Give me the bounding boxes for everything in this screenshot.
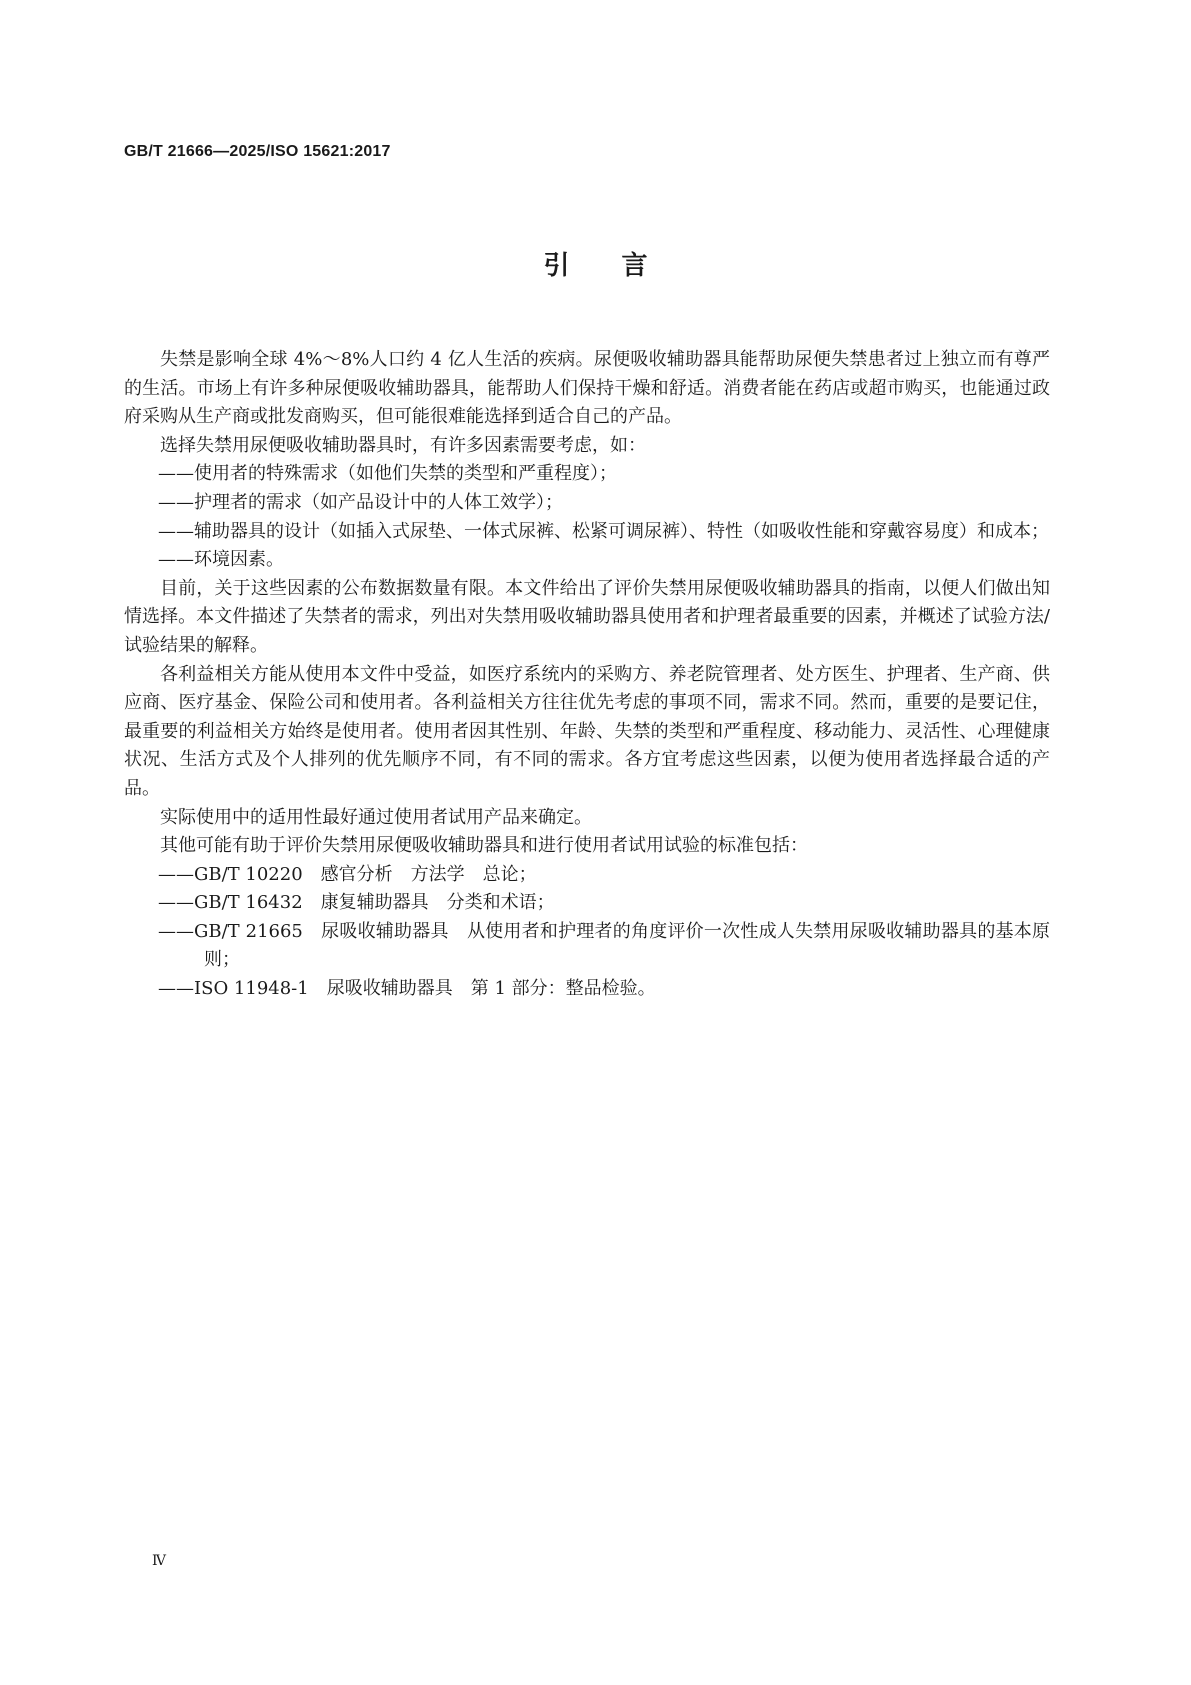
paragraph-stakeholders: 各利益相关方能从使用本文件中受益，如医疗系统内的采购方、养老院管理者、处方医生、护理者、生产商、供应商、医疗基金、保险公司和使用者。各利益相关方往往优先考虑的事项不同，需求不同。然而，重要的是要记住，最重要的利益相关方始终是使用者。使用者因其性别、年龄、失禁的类型和严重程度、移动能力、灵活性、心理健康状况、生活方式及个人排列的优先顺序不同，有不同的需求。各方宜考虑这些因素，以便为使用者选择最合适的产品。 — [124, 663, 1050, 799]
standard-title: 感官分析 — [320, 863, 393, 885]
list-item-standard — [124, 861, 1050, 890]
page-title — [0, 245, 1191, 282]
list-item-standard — [124, 918, 1050, 975]
standard-code: ——ISO 11948-1 — [158, 978, 309, 1000]
title-part-2: 言 — [621, 251, 648, 281]
list-item-factor: ——护理者的需求（如产品设计中的人体工效学）； — [158, 491, 563, 513]
standard-title: 尿吸收辅助器具 — [320, 920, 449, 942]
list-item-standard — [124, 975, 1050, 1004]
list-item-factor: ——环境因素。 — [158, 549, 284, 571]
standard-code: ——GB/T 21665 — [158, 920, 303, 942]
standard-subtitle: 方法学 — [410, 863, 465, 885]
paragraph-other-standards: 其他可能有助于评价失禁用尿便吸收辅助器具和进行使用者试用试验的标准包括： — [160, 835, 808, 857]
paragraph-factors-lead: 选择失禁用尿便吸收辅助器具时，有许多因素需要考虑，如： — [160, 434, 646, 456]
standard-subtitle-2: 总论； — [482, 863, 537, 885]
list-item-factor: ——辅助器具的设计（如插入式尿垫、一体式尿裤、松紧可调尿裤）、特性（如吸收性能和穿戴容易度）和成本； — [158, 520, 1049, 542]
list-item-standard — [124, 889, 1050, 918]
standard-subtitle: 第 1 部分：整品检验。 — [470, 978, 656, 1000]
page-number: Ⅳ — [152, 1553, 166, 1569]
standard-code-header: GB/T 21666—2025/ISO 15621:2017 — [124, 143, 391, 160]
standard-subtitle: 分类和术语； — [446, 892, 555, 914]
standard-title: 尿吸收辅助器具 — [326, 978, 453, 1000]
document-body — [124, 346, 1050, 1004]
standard-code: ——GB/T 10220 — [158, 863, 303, 885]
title-part-1: 引 — [543, 251, 570, 281]
paragraph-intro: 失禁是影响全球 4%～8%人口约 4 亿人生活的疾病。尿便吸收辅助器具能帮助尿便失禁患者过上独立而有尊严的生活。市场上有许多种尿便吸收辅助器具，能帮助人们保持干燥和舒适。消费者能在药店或超市购买，也能通过政府采购从生产商或批发商购买，但可能很难能选择到适合自己的产品。 — [124, 349, 1050, 428]
standard-subtitle: 从使用者和护理者的角度评价一次性成人失禁用尿吸收辅助器具的基本原则； — [204, 920, 1050, 971]
paragraph-suitability: 实际使用中的适用性最好通过使用者试用产品来确定。 — [160, 806, 592, 828]
paragraph-current-data: 目前，关于这些因素的公布数据数量有限。本文件给出了评价失禁用尿便吸收辅助器具的指南，以便人们做出知情选择。本文件描述了失禁者的需求，列出对失禁用吸收辅助器具使用者和护理者最重要的因素，并概述了试验方法/试验结果的解释。 — [124, 577, 1050, 656]
list-item-factor: ——使用者的特殊需求（如他们失禁的类型和严重程度）； — [158, 463, 617, 485]
standard-code: ——GB/T 16432 — [158, 892, 303, 914]
standard-title: 康复辅助器具 — [320, 892, 429, 914]
